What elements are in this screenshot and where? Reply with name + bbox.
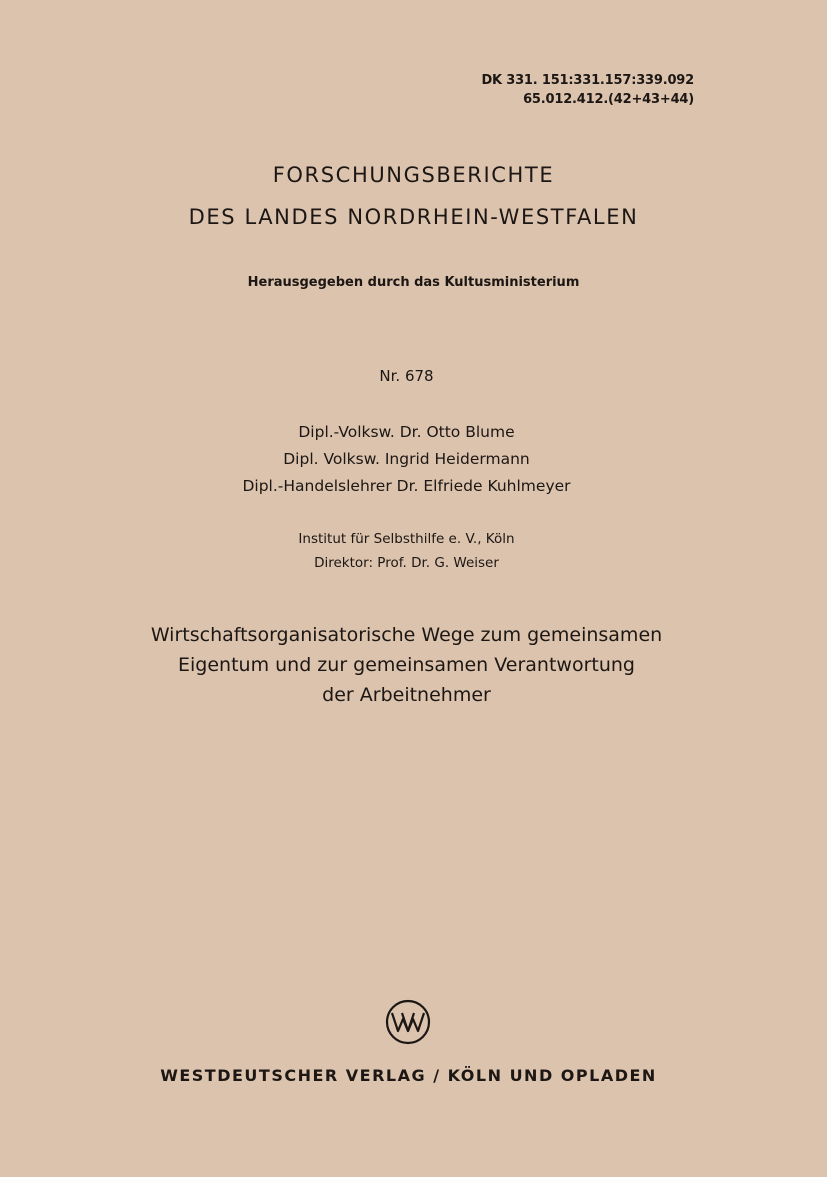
author: Dipl.-Volksw. Dr. Otto Blume [298, 423, 515, 441]
title-line: Wirtschaftsorganisatorische Wege zum gemeinsamen [150, 624, 663, 646]
institute-block [0, 527, 813, 575]
author: Dipl. Volksw. Ingrid Heidermann [283, 450, 530, 468]
series-title-line-1: FORSCHUNGSBERICHTE [272, 163, 555, 187]
title-line: der Arbeitnehmer [322, 684, 491, 706]
author-list [0, 419, 813, 500]
report-number: Nr. 678 [379, 367, 434, 385]
westdeutscher-verlag-logo-icon [385, 999, 431, 1045]
institute-name: Institut für Selbsthilfe e. V., Köln [298, 531, 515, 547]
classification-line-1: DK 331. 151:331.157:339.092 [481, 73, 694, 88]
publisher-note: Herausgegeben durch das Kultusministerium [247, 275, 580, 290]
publisher-footer: WESTDEUTSCHER VERLAG / KÖLN UND OPLADEN [160, 1066, 657, 1085]
series-title-line-2: DES LANDES NORDRHEIN-WESTFALEN [188, 205, 639, 229]
author: Dipl.-Handelslehrer Dr. Elfriede Kuhlmeyer [242, 477, 571, 495]
title-line: Eigentum und zur gemeinsamen Verantwortung [178, 654, 635, 676]
institute-director: Direktor: Prof. Dr. G. Weiser [314, 555, 499, 571]
classification-code [481, 71, 694, 109]
classification-line-2: 65.012.412.(42+43+44) [523, 92, 694, 107]
book-title [0, 620, 813, 710]
